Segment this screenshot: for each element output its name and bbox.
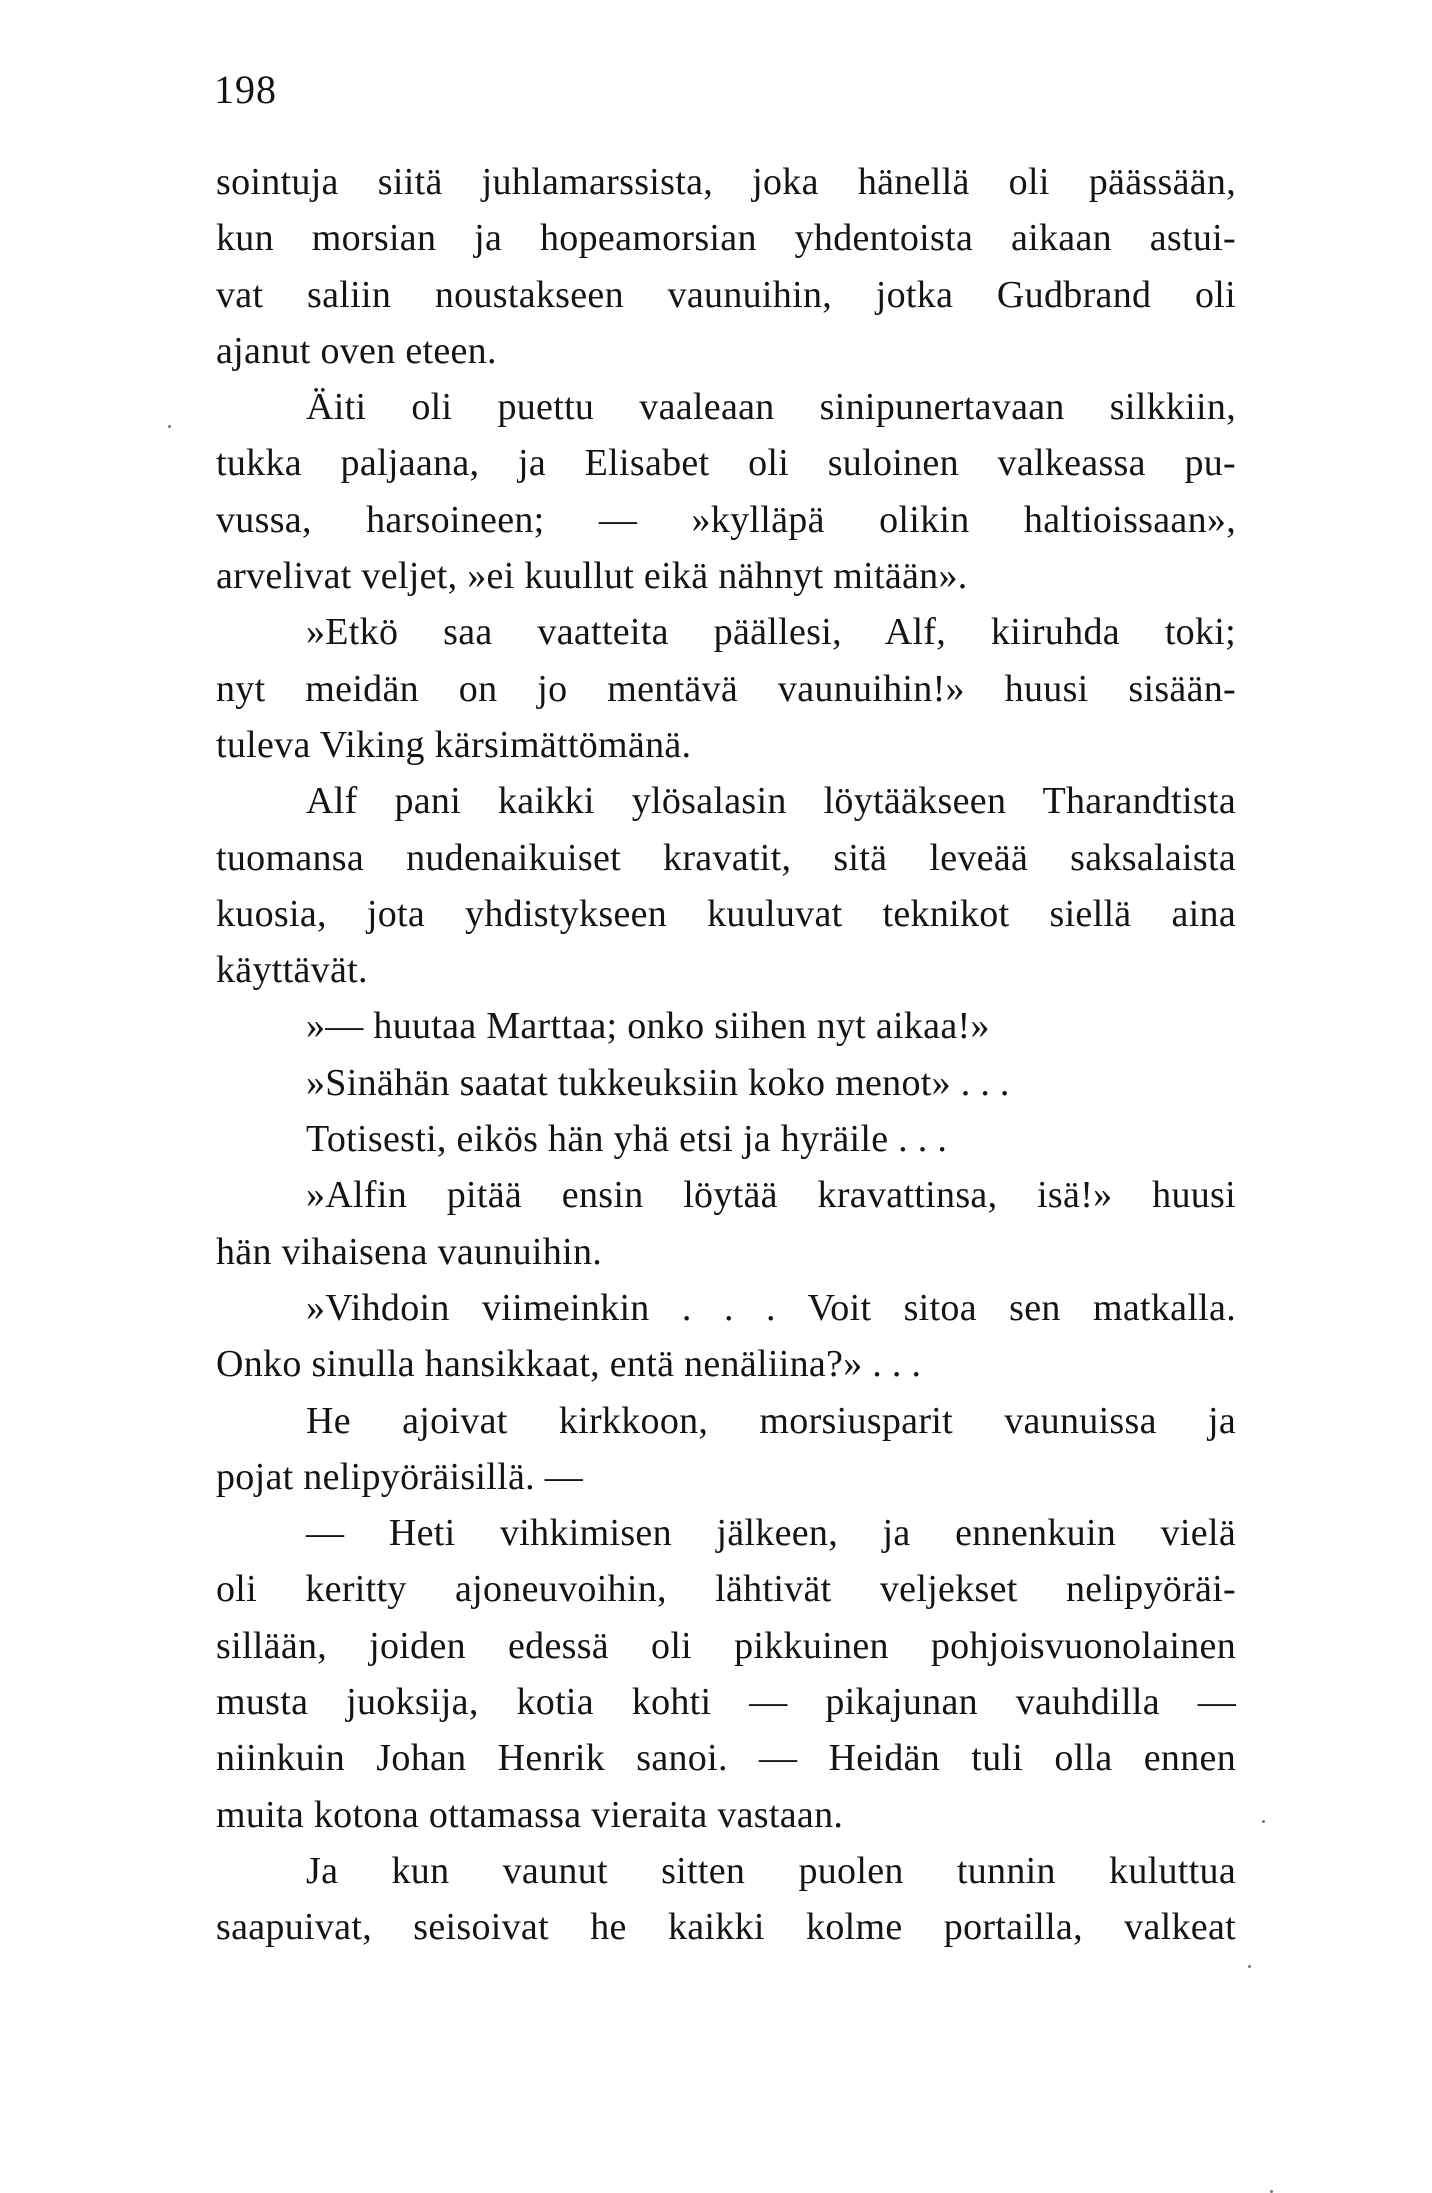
text-line: — Heti vihkimisen jälkeen, ja ennenkuin vielä bbox=[306, 1512, 1236, 1555]
text-line: Äiti oli puettu vaaleaan sinipunertavaan silkkiin, bbox=[306, 386, 1236, 429]
text-line: He ajoivat kirkkoon, morsiusparit vaunuissa ja bbox=[306, 1399, 1236, 1442]
text-line: musta juoksija, kotia kohti — pikajunan vauhdilla — bbox=[216, 1681, 1236, 1724]
text-line: oli keritty ajoneuvoihin, lähtivät veljekset nelipyöräi- bbox=[216, 1568, 1236, 1611]
text-line: tuleva Viking kärsimättömänä. bbox=[216, 723, 692, 766]
text-line: käyttävät. bbox=[216, 949, 368, 992]
text-line: Onko sinulla hansikkaat, entä nenäliina?» . . . bbox=[216, 1343, 922, 1386]
text-line: pojat nelipyöräisillä. — bbox=[216, 1455, 584, 1498]
text-line: sointuja siitä juhlamarssista, joka hänellä oli päässään, bbox=[216, 161, 1236, 203]
text-line: muita kotona ottamassa vieraita vastaan. bbox=[216, 1793, 844, 1836]
text-line: saapuivat, seisoivat he kaikki kolme portailla, valkeat bbox=[216, 1906, 1236, 1949]
text-line: hän vihaisena vaunuihin. bbox=[216, 1230, 603, 1273]
text-line: Ja kun vaunut sitten puolen tunnin kuluttua bbox=[306, 1849, 1236, 1892]
text-line: nyt meidän on jo mentävä vaunuihin!» huusi sisään- bbox=[216, 667, 1236, 710]
text-line: kuosia, jota yhdistykseen kuuluvat teknikot siellä aina bbox=[216, 892, 1236, 935]
text-line: tuomansa nudenaikuiset kravatit, sitä leveää saksalaista bbox=[216, 836, 1236, 879]
text-line: kun morsian ja hopeamorsian yhdentoista aikaan astui- bbox=[216, 217, 1236, 260]
text-line: tukka paljaana, ja Elisabet oli suloinen valkeassa pu- bbox=[216, 442, 1236, 485]
text-line: sillään, joiden edessä oli pikkuinen pohjoisvuonolainen bbox=[216, 1624, 1236, 1667]
print-speck bbox=[1262, 1820, 1265, 1823]
text-line: Totisesti, eikös hän yhä etsi ja hyräile . . . bbox=[306, 1118, 948, 1161]
text-line: »— huutaa Marttaa; onko siihen nyt aikaa!» bbox=[306, 1005, 990, 1048]
text-line: »Vihdoin viimeinkin . . . Voit sitoa sen matkalla. bbox=[306, 1286, 1236, 1329]
text-line: niinkuin Johan Henrik sanoi. — Heidän tuli olla ennen bbox=[216, 1737, 1236, 1780]
text-line: Alf pani kaikki ylösalasin löytääkseen Tharandtista bbox=[306, 780, 1236, 823]
body-text bbox=[216, 154, 1236, 1956]
text-line: arvelivat veljet, »ei kuullut eikä nähnyt mitään». bbox=[216, 555, 968, 598]
text-line: ajanut oven eteen. bbox=[216, 329, 497, 372]
print-speck bbox=[1248, 1965, 1251, 1968]
print-speck bbox=[168, 425, 171, 428]
text-line: »Sinähän saatat tukkeuksiin koko menot» . . . bbox=[306, 1061, 1010, 1104]
text-line: vussa, harsoineen; — »kylläpä olikin haltioissaan», bbox=[216, 498, 1236, 541]
text-line: »Etkö saa vaatteita päällesi, Alf, kiiruhda toki; bbox=[306, 611, 1236, 654]
text-line: vat saliin noustakseen vaunuihin, jotka Gudbrand oli bbox=[216, 273, 1236, 316]
page-number: 198 bbox=[214, 67, 277, 112]
text-line: »Alfin pitää ensin löytää kravattinsa, isä!» huusi bbox=[306, 1174, 1236, 1217]
